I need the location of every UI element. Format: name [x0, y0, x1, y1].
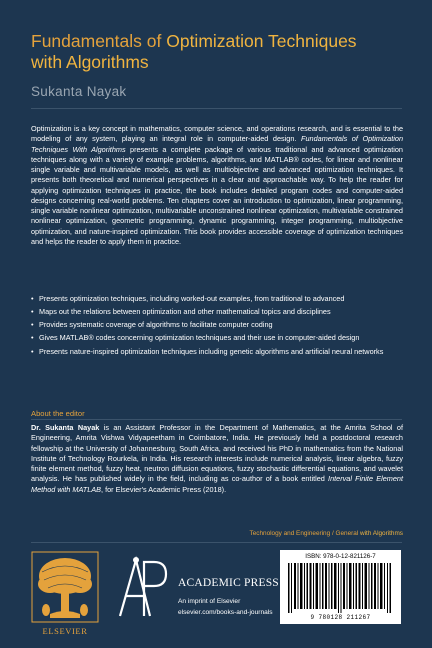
barcode	[280, 550, 401, 624]
title-highlight-2: with Algorithms	[31, 52, 149, 72]
author-bio	[31, 423, 403, 495]
barcode-bars	[288, 563, 393, 613]
barcode-digits: 9 780128 211267	[310, 614, 371, 621]
academic-press-name: ACADEMIC PRESS	[178, 577, 279, 589]
subject-part-1: Technology and Engineering / General	[249, 530, 361, 537]
title-highlight-1: Optimization Techniques	[166, 31, 357, 51]
bio-name: Dr. Sukanta Nayak	[31, 423, 100, 432]
divider	[31, 419, 402, 420]
isbn-text: ISBN: 978-0-12-821126-7	[305, 553, 376, 560]
book-title	[31, 31, 411, 73]
title-prefix: Fundamentals of	[31, 31, 167, 51]
bio-text-2: , for Elsevier's Academic Press (2018).	[101, 484, 227, 494]
author-name: Sukanta Nayak	[31, 84, 127, 99]
divider	[31, 108, 402, 109]
subject-part-2: with Algorithms	[360, 530, 403, 537]
feature-list	[31, 294, 403, 360]
description	[31, 124, 403, 247]
about-heading: About the editor	[31, 409, 85, 418]
bio-text-1: is an Assistant Professor in the Department of Mathematics, at the Amrita School of Engineering, Amrita Vishwa Vidyapeetham in Coimbatore, India. He previously held a postdoctoral research fellowship at the University of Johannesburg, South Africa, and received his PhD in mathematics from the National Institute of Technology Rourkela, in India. His research interests include numerical analysis, linear algebra, fuzzy finite element method, fuzzy heat, neutron diffusion equations, fuzzy stochastic differential equations, and wavelet analysis. He has published widely in the field, including as co-author of a book entitled	[31, 423, 403, 484]
elsevier-tree-logo	[30, 550, 100, 638]
subject-category	[250, 530, 403, 537]
bio-book-title: Interval Finite Element Method with MATLAB	[31, 474, 403, 494]
description-part-2: presents a complete package of various traditional and advanced optimization techniques along with a variety of example problems, algorithms, and MATLAB® codes, for linear and nonlinear single variable and multivariable models, as well as multiobjective and advanced optimization techniques. It presents both theoretical and numerical perspectives in a clear and approachable way. To help the reader for applying optimization techniques in practice, the book includes detailed program codes and computer-aided designs concerning real-world problems. Ten chapters cover an introduction to optimization, linear programming, single variable nonlinear optimization, multivariable unconstrained nonlinear optimization, multivariable constrained nonlinear optimization, geometric programming, dynamic programming, integer programming, multiobjective optimization, and nature-inspired optimization. This book provides accessible coverage of optimization techniques and helps the reader to apply them in practice.	[31, 144, 403, 246]
divider	[31, 542, 402, 543]
publisher-url: elsevier.com/books-and-journals	[178, 609, 273, 616]
feature-item: • Presents optimization techniques, including worked-out examples, from traditional to advanced	[31, 294, 403, 304]
elsevier-wordmark: ELSEVIER	[42, 626, 88, 636]
academic-press-logo	[116, 552, 170, 624]
feature-item: • Presents nature-inspired optimization techniques including genetic algorithms and artificial neural networks	[31, 347, 403, 357]
description-book-title: Fundamentals of Optimization Techniques With Algorithms	[31, 134, 403, 154]
imprint-text: An imprint of Elsevier	[178, 598, 241, 605]
feature-item: • Provides systematic coverage of algorithms to facilitate computer coding	[31, 320, 403, 330]
feature-item: • Maps out the relations between optimization and other mathematical topics and disciplines	[31, 307, 403, 317]
feature-item: • Gives MATLAB® codes concerning optimization techniques and their use in computer-aided design	[31, 333, 403, 343]
description-part-1: Optimization is a key concept in mathematics, computer science, and operations research, and is essential to the modeling of any system, playing an integral role in computer-aided design.	[31, 124, 403, 144]
